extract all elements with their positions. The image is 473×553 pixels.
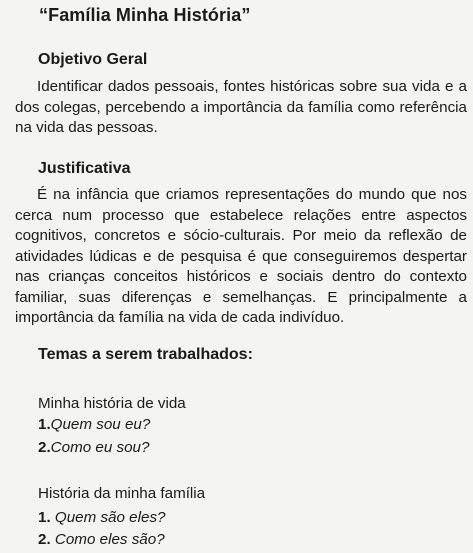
list-item-number: 1. [38, 509, 55, 526]
list-item [38, 509, 165, 526]
list-item-text: Quem são eles? [54, 509, 166, 526]
list-item [38, 439, 149, 456]
objetivo-text: Identificar dados pessoais, fontes históricas sobre sua vida e a dos colegas, percebendo a importância da família como referência na vida das pessoas. [15, 78, 467, 136]
temas-heading: Temas a serem trabalhados: [38, 346, 253, 363]
document-title: “Família Minha História” [39, 5, 251, 25]
group-title-minha-historia: Minha história de vida [38, 395, 186, 412]
list-item [38, 531, 165, 548]
justificativa-text: É na infância que criamos representações do mundo que nos cerca num processo que estabelece relações entre aspectos cognitivos, concretos e sócio-culturais. Por meio da reflexão de atividades lúdicas e de pesquisa é que conseguiremos despertar nas crianças conceitos históricos e sociais dentro do contexto familiar, suas diferenças e semelhanças. E principalmente a importância da família na vida de cada indivíduo. [15, 186, 467, 326]
justificativa-heading: Justificativa [38, 160, 131, 177]
list-item-number: 2. [38, 439, 51, 456]
objetivo-heading: Objetivo Geral [38, 51, 148, 68]
list-item-text: Como eles são? [54, 531, 165, 548]
group-title-historia-familia: História da minha família [38, 485, 206, 502]
list-item [38, 416, 150, 433]
list-item-number: 1. [38, 416, 51, 433]
list-item-text: Quem sou eu? [50, 416, 151, 433]
list-item-text: Como eu sou? [50, 439, 150, 456]
list-item-number: 2. [38, 531, 55, 548]
